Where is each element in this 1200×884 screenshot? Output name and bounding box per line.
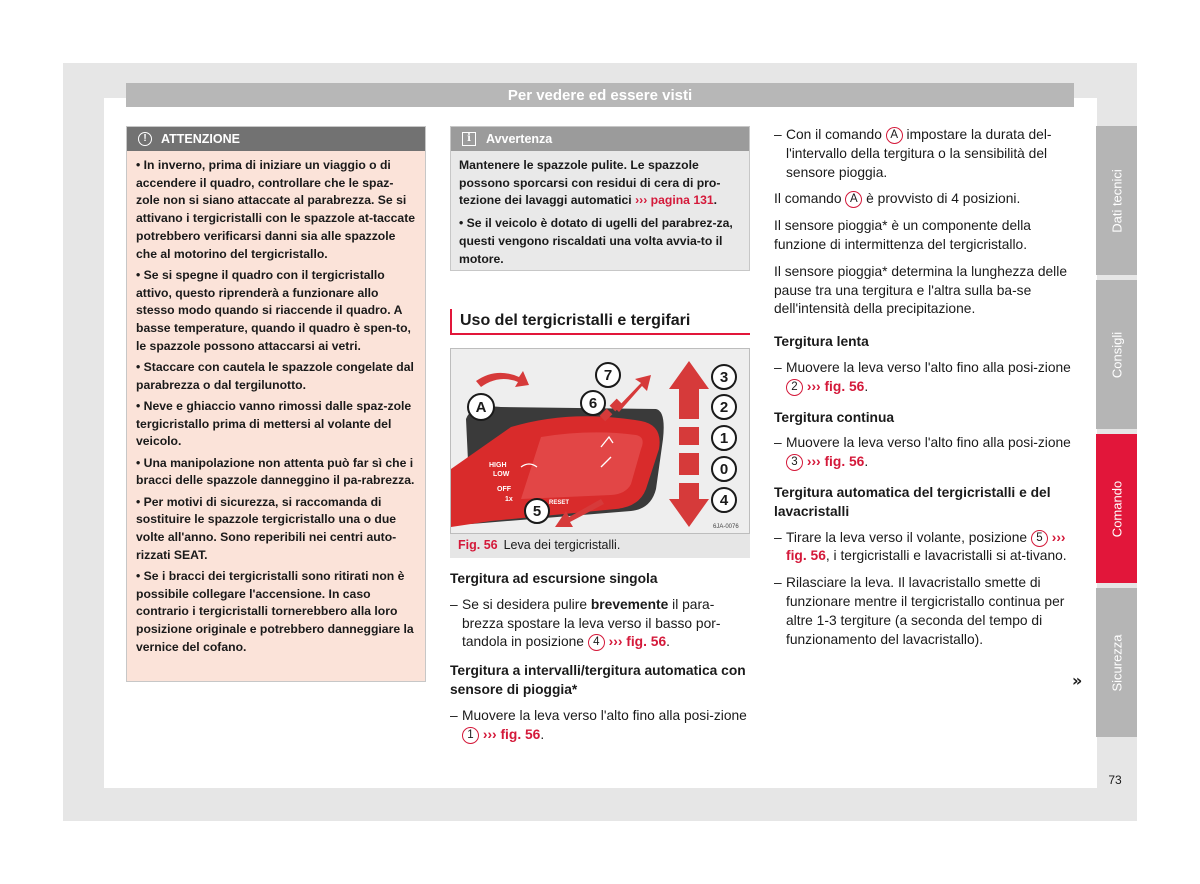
bullet-item: – Muovere la leva verso l'alto fino alla posi-zione 1 ››› fig. 56. [450, 707, 750, 745]
note-body [451, 151, 749, 268]
position-number: 1 [462, 727, 479, 744]
tab-label: Consigli [1109, 331, 1124, 378]
info-icon: i [462, 132, 476, 146]
position-number: 3 [786, 454, 803, 471]
lever-label-1x: 1x [505, 496, 513, 503]
note-box [450, 126, 750, 271]
bullet-item: – Se si desidera pulire brevemente il para-brezza spostare la leva verso il basso por-tandola in posizione 4 ››› fig. 56. [450, 596, 750, 652]
bullet-item: – Tirare la leva verso il volante, posizione 5 ››› fig. 56, i tergicristalli e lavacristalli si at-tivano. [774, 529, 1074, 567]
position-number: 4 [588, 634, 605, 651]
paragraph: Il sensore pioggia* determina la lunghezza delle pause tra una tergitura e l'altra sulla ba-se dell'intensità della precipitazione. [774, 263, 1067, 317]
fig-link[interactable]: ››› fig. 56 [608, 634, 667, 650]
subheading: Tergitura automatica del tergicristalli e del lavacristalli [774, 484, 1051, 519]
lever-label-low: LOW [493, 471, 510, 478]
callout-4: 4 [719, 492, 729, 509]
note-paragraph: Mantenere le spazzole pulite. Le spazzole possono sporcarsi con residui di cera di pro-tezione dei lavaggi automatici ››› pagina 131. [459, 158, 721, 208]
warning-title: ATTENZIONE [161, 132, 240, 146]
figure-code: 6JA-0076 [713, 524, 739, 530]
subheading: Tergitura ad escursione singola [450, 571, 658, 586]
warning-box [126, 126, 426, 682]
warning-item: • Staccare con cautela le spazzole congelate dal parabrezza o dal tergilunotto. [136, 359, 414, 392]
callout-6: 6 [588, 395, 598, 412]
page-link[interactable]: ››› pagina 131 [635, 193, 714, 208]
warning-item: • Se si spegne il quadro con il tergicristallo attivo, questo riprenderà a funzionare allo stesso modo quando si riaccende il quadro. A basse temperature, quando il quadro è spen-to, le spazzole possono attaccarsi ai vetri. [136, 267, 411, 353]
page-number: 73 [1108, 773, 1122, 787]
lever-illustration [451, 349, 750, 534]
position-number: 2 [786, 379, 803, 396]
section-title: Uso del tergicristalli e tergifari [450, 309, 750, 335]
tab-sicurezza[interactable] [1096, 588, 1137, 737]
warning-item: • Una manipolazione non attenta può far sì che i bracci delle spazzole danneggino il pa-rabrezza. [136, 455, 415, 488]
warning-item: • In inverno, prima di iniziare un viaggio o di accendere il quadro, controllare che le spaz-zole non si siano attaccate al parabrezza. Se si attivano i tergicristalli con le spazzole at-taccate potrebbero verificarsi danni sia alle spazzole che al motorino del tergicristallo. [136, 158, 416, 261]
lever-label-reset: RESET [549, 500, 570, 506]
exclamation-icon: ! [138, 132, 152, 146]
continue-mark: » [1072, 671, 1083, 690]
bullet-item: – Rilasciare la leva. Il lavacristallo smette di funzionare mentre il tergicristallo continua per altre 1-3 tergiture (a seconda del tempo di funzionamento del lavacristallo). [774, 574, 1074, 649]
note-title: Avvertenza [486, 132, 553, 146]
figure-number: Fig. 56 [458, 538, 498, 552]
warning-item: • Neve e ghiaccio vanno rimossi dalle spaz-zole tergicristallo prima di mettersi al volante del veicolo. [136, 398, 412, 449]
position-number: 5 [1031, 530, 1048, 547]
chapter-header: Per vedere ed essere visti [126, 83, 1074, 107]
fig-link[interactable]: ››› fig. 56 [806, 454, 865, 470]
callout-A: A [475, 399, 487, 416]
figure-caption-text: Leva dei tergicristalli. [503, 538, 621, 552]
bullet-item: – Muovere la leva verso l'alto fino alla posi-zione 2 ››› fig. 56. [774, 359, 1074, 397]
callout-2: 2 [719, 399, 729, 416]
figure-caption [450, 534, 750, 558]
tab-dati-tecnici[interactable] [1096, 126, 1137, 275]
fig-link[interactable]: ››› fig. 56 [786, 529, 1066, 564]
middle-column [450, 570, 750, 744]
paragraph: Il comando A è provvisto di 4 posizioni. [774, 191, 1021, 207]
tab-label: Comando [1109, 480, 1124, 537]
right-column [774, 126, 1074, 649]
warning-item: • Per motivi di sicurezza, si raccomanda di sostituire le spazzole tergicristallo una o due volte all'anno. Sono reperibili nei centri auto-rizzati SEAT. [136, 494, 397, 562]
fig-link[interactable]: ››› fig. 56 [482, 726, 541, 742]
lever-label-high: HIGH [489, 462, 507, 469]
callout-7: 7 [603, 367, 613, 384]
subheading: Tergitura a intervalli/tergitura automatica con sensore di pioggia* [450, 663, 746, 697]
tab-comando[interactable] [1096, 434, 1137, 583]
bullet-item: – Con il comando A impostare la durata del-l'intervallo della tergitura o la sensibilità del sensore pioggia. [774, 126, 1074, 182]
paragraph: Il sensore pioggia* è un componente della funzione di intermittenza del tergicristallo. [774, 218, 1031, 252]
note-paragraph: • Se il veicolo è dotato di ugelli del parabrez-za, questi vengono riscaldati una volta avvia-to il motore. [459, 216, 733, 266]
lever-label-off: OFF [497, 486, 511, 493]
fig-link[interactable]: ››› fig. 56 [806, 378, 865, 394]
tab-label: Sicurezza [1109, 633, 1124, 692]
subheading: Tergitura continua [774, 409, 895, 425]
tab-label: Dati tecnici [1109, 168, 1124, 233]
control-label: A [845, 191, 862, 208]
bullet-item: – Muovere la leva verso l'alto fino alla posi-zione 3 ››› fig. 56. [774, 434, 1074, 472]
wiper-lever-figure [450, 348, 750, 534]
callout-1: 1 [719, 430, 729, 447]
callout-5: 5 [532, 503, 542, 520]
warning-body [127, 151, 425, 657]
warning-header [127, 127, 425, 151]
callout-3: 3 [719, 369, 729, 386]
tab-consigli[interactable] [1096, 280, 1137, 429]
subheading: Tergitura lenta [774, 334, 869, 350]
callout-0: 0 [719, 461, 729, 478]
warning-item: • Se i bracci dei tergicristalli sono ritirati non è possibile collegare l'accensione. In caso contrario i tergicristalli tornerebbero alla loro posizione originale e potrebbero danneggiare la vernice del cofano. [136, 569, 414, 654]
control-label: A [886, 127, 903, 144]
note-header [451, 127, 749, 151]
